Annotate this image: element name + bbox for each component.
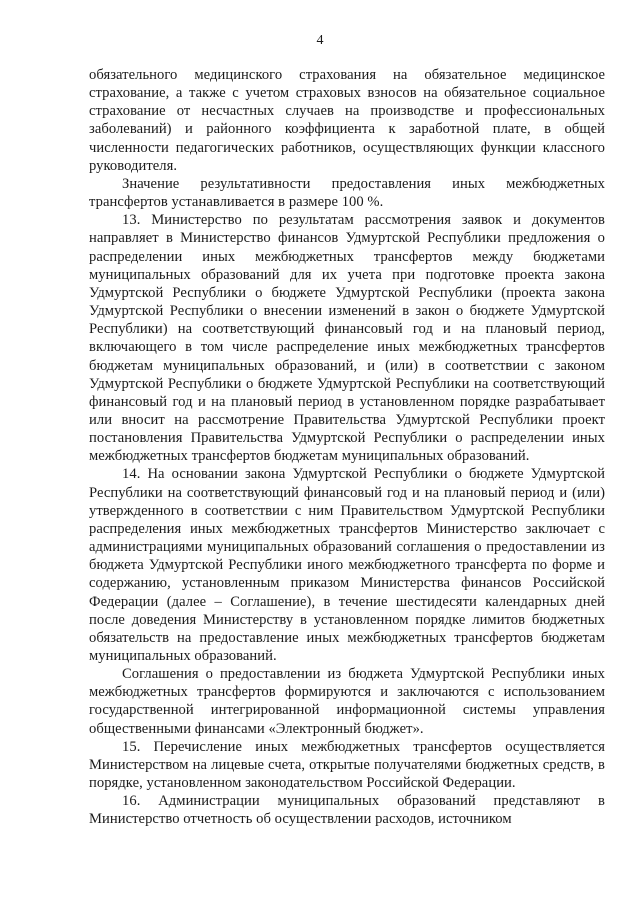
paragraph-electronic-budget: Соглашения о предоставлении из бюджета Удмуртской Республики иных межбюджетных трансфертов формируются и заключаются с использованием государственной интегрированной информационной системы управления общественными финансами «Электронный бюджет». <box>89 666 605 737</box>
paragraph-effectiveness-value: Значение результативности предоставления иных межбюджетных трансфертов устанавливается в размере 100 %. <box>89 175 605 211</box>
paragraph-16-reporting: 16. Администрации муниципальных образований представляют в Министерство отчетность об осуществлении расходов, источником <box>89 793 605 828</box>
page-number: 4 <box>316 33 324 48</box>
paragraph-14-agreements: 14. На основании закона Удмуртской Республики о бюджете Удмуртской Республики на соответствующий финансовый год и на плановый период и (или) утвержденного в соответствии с ним Правительством Удмуртской Республики распределения иных межбюджетных трансфертов Министерство заключает с администрациями муниципальных образований соглашения о предоставлении из бюджета Удмуртской Республики иного межбюджетного трансферта по форме и содержанию, установленным приказом Министерства финансов Российской Федерации (далее – Соглашение), в течение шестидесяти календарных дней после доведения Министерству в установленном порядке лимитов бюджетных обязательств на предоставление иных межбюджетных трансфертов бюджетам муниципальных образований. <box>89 466 605 664</box>
paragraph-15-transfer-of-funds: 15. Перечисление иных межбюджетных трансфертов осуществляется Министерством на лицевые счета, открытые получателями бюджетных средств, в порядке, установленном законодательством Российской Федерации. <box>89 738 605 792</box>
paragraph-insurance-continuation: обязательного медицинского страхования на обязательное медицинское страхование, а также с учетом страховых взносов на обязательное социальное страхование от несчастных случаев на производстве и профессиональных заболеваний) и районного коэффициента к заработной плате, в общей численности педагогических работников, осуществляющих функции классного руководителя. <box>89 67 605 174</box>
document-body <box>89 66 605 829</box>
paragraph-13-distribution-proposals: 13. Министерство по результатам рассмотрения заявок и документов направляет в Министерство финансов Удмуртской Республики предложения о распределении иных межбюджетных трансфертов между бюджетами муниципальных образований для их учета при подготовке проекта закона Удмуртской Республики о бюджете Удмуртской Республики (проекта закона Удмуртской Республики о внесении изменений в закон о бюджете Удмуртской Республики) на соответствующий финансовый год и на плановый период, включающего в том числе распределение иных межбюджетных трансфертов бюджетам муниципальных образований, и (или) в соответствии с законом Удмуртской Республики о бюджете Удмуртской Республики на соответствующий финансовый год и на плановый период в установленном порядке разрабатывает или вносит на рассмотрение Правительства Удмуртской Республики проект постановления Правительства Удмуртской Республики о распределении иных межбюджетных трансфертов бюджетам муниципальных образований. <box>89 212 605 465</box>
